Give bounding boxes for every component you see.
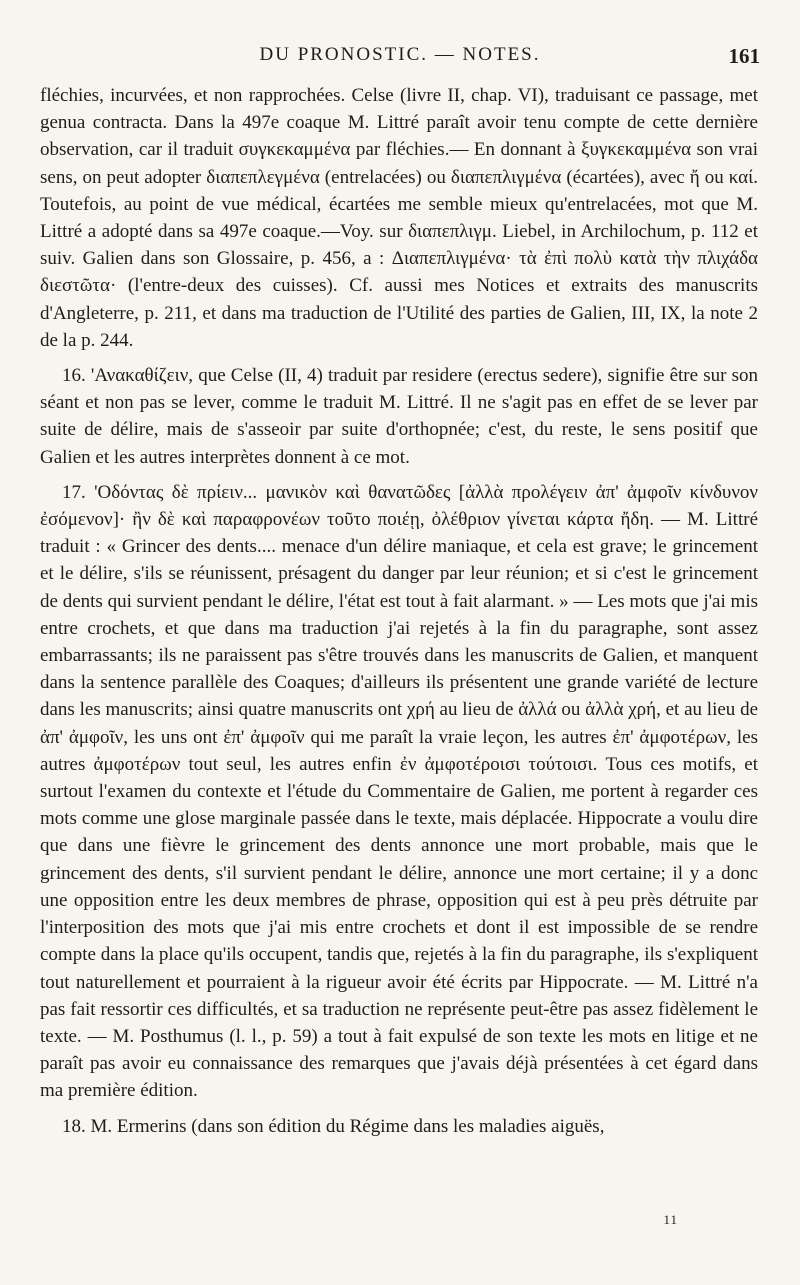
note-16: 16. 'Ανακαθίζειν, que Celse (II, 4) traduit par residere (erectus sedere), signifie être sur son séant et non pas se lever, comme le traduit M. Littré. Il ne s'agit pas en effet de se lever par suite de délire, mais de s'asseoir par suite d'orthopnée; c'est, du reste, le sens positif que Galien et les autres interprètes donnent à ce mot. xyxy=(40,365,758,468)
paragraph-continuation: fléchies, incurvées, et non rapprochées. Celse (livre II, chap. VI), traduisant ce passage, met genua contracta. Dans la 497e coaque M. Littré paraît avoir tenu compte de cette dernière observation, car il traduit συγκεκαμμένα par fléchies.— En donnant à ξυγκεκαμμένα son vrai sens, on peut adopter διαπεπλεγμένα (entrelacées) ou διαπεπλιγμένα (écartées), avec ἤ ou καί. Toutefois, au point de vue médical, écartées me semble mieux qu'entrelacées, mot que M. Littré a adopté dans sa 497e coaque.—Voy. sur διαπεπλιγμ. Liebel, in Archilochum, p. 112 et suiv. Galien dans son Glossaire, p. 456, a : Διαπεπλιγμένα· τὰ ἐπὶ πολὺ κατὰ τὴν πλιχάδα διεστῶτα· (l'entre-deux des cuisses). Cf. aussi mes Notices et extraits des manuscrits d'Angleterre, p. 211, et dans ma traduction de l'Utilité des parties de Galien, III, IX, la note 2 de la p. 244. xyxy=(40,85,758,351)
running-title: DU PRONOSTIC. — NOTES. xyxy=(259,44,541,65)
body-text xyxy=(40,82,758,1140)
page-header xyxy=(40,44,760,74)
printer-signature: 11 xyxy=(663,1212,678,1227)
note-18: 18. M. Ermerins (dans son édition du Régime dans les maladies aiguës, xyxy=(62,1115,605,1137)
note-17: 17. 'Οδόντας δὲ πρίειν... μανικὸν καὶ θανατῶδες [ἀλλὰ προλέγειν ἀπ' ἀμφοῖν κίνδυνον ἐσόμενον]· ἢν δὲ καὶ παραφρονέων τοῦτο ποιέῃ, ὀλέθριον γίνεται κάρτα ἤδη. — M. Littré traduit : « Grincer des dents.... menace d'un délire maniaque, et cela est grave; le grincement et le délire, s'ils se réunissent, présagent du danger par leur réunion; et si c'est le grincement de dents qui survient pendant le délire, l'état est tout à fait alarmant. » — Les mots que j'ai mis entre crochets, et que dans ma traduction j'ai rejetés à la fin du paragraphe, sont assez embarrassants; ils ne paraissent pas s'être trouvés dans les manuscrits de Galien, et manquent dans la sentence parallèle des Coaques; d'ailleurs ils présentent une grande variété de lecture dans les manuscrits; ainsi quatre manuscrits ont χρή au lieu de ἀλλά ou ἀλλὰ χρή, et au lieu de ἀπ' ἀμφοῖν, les uns ont ἐπ' ἀμφοῖν qui me paraît la vraie leçon, les autres ἐπ' ἀμφοτέρων, les autres ἀμφοτέρων tout seul, les autres enfin ἐν ἀμφοτέροισι τούτοισι. Tous ces motifs, et surtout l'examen du contexte et l'étude du Commentaire de Galien, me portent à regarder ces mots comme une glose marginale passée dans le texte, mais déplacée. Hippocrate a voulu dire que dans une fièvre le grincement des dents annonce une mort probable, mais que le grincement des dents, s'il survient pendant le délire, annonce une mort certaine; il y a donc une opposition entre les deux membres de phrase, opposition qui est à peu près détruite par l'interposition des mots que j'ai mis entre crochets et dont il est impossible de se rendre compte dans la place qu'ils occupent, tandis que, rejetés à la fin du paragraphe, ils s'expliquent tout naturellement et pourraient à la rigueur avoir été écrits par Hippocrate. — M. Littré n'a pas fait ressortir ces difficultés, et sa traduction ne représente peut-être pas assez fidèlement le texte. — M. Posthumus (l. l., p. 59) a tout à fait expulsé de son texte les mots en litige et ne paraît pas avoir eu connaissance des remarques que j'avais déjà présentées à cet égard dans ma première édition. xyxy=(40,481,758,1102)
page-number: 161 xyxy=(728,44,760,68)
